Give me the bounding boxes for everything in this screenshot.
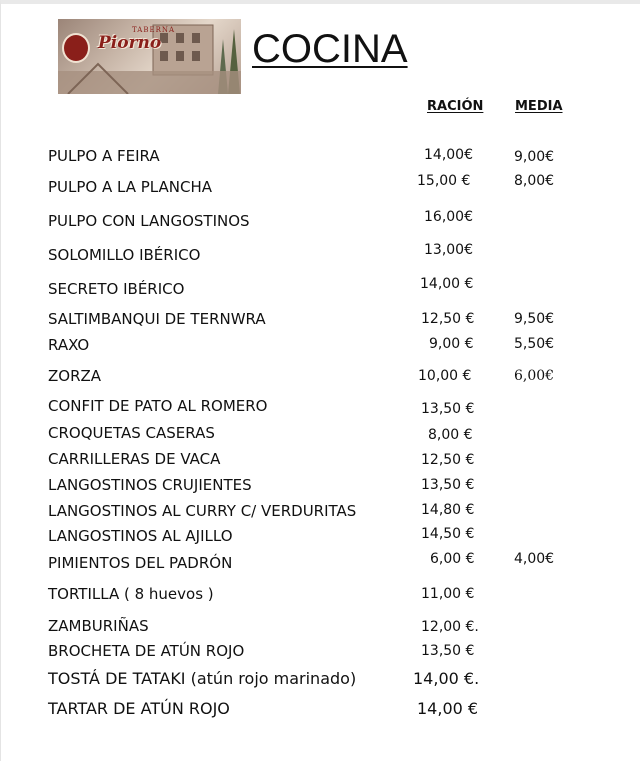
dish-name: ZORZA (48, 367, 102, 385)
price-racion: 11,00 € (421, 586, 475, 602)
price-racion: 13,50 € (421, 477, 475, 493)
price-racion: 15,00 € (417, 173, 471, 189)
logo-subtitle: TABERNA (132, 26, 176, 34)
price-racion: 14,00 € (417, 699, 479, 718)
price-racion: 12,50 € (421, 311, 475, 327)
page-title: COCINA (252, 27, 408, 71)
dish-name: SALTIMBANQUI DE TERNWRA (48, 310, 266, 328)
column-header-media: MEDIA (515, 99, 563, 114)
price-racion: 16,00€ (424, 209, 473, 225)
price-media: 6,00€ (514, 368, 555, 384)
price-racion: 8,00 € (428, 427, 473, 443)
price-media: 9,50€ (514, 311, 555, 327)
price-racion: 12,50 € (421, 452, 475, 468)
price-racion: 14,00€ (424, 147, 473, 163)
dish-name: TARTAR DE ATÚN ROJO (48, 699, 230, 718)
dish-name: CONFIT DE PATO AL ROMERO (48, 397, 268, 415)
dish-name: CROQUETAS CASERAS (48, 424, 215, 442)
price-racion: 14,00 € (420, 276, 474, 292)
dish-name: TOSTÁ DE TATAKI (atún rojo marinado) (48, 669, 357, 688)
price-racion: 12,00 €. (421, 619, 479, 635)
dish-name: LANGOSTINOS AL AJILLO (48, 527, 233, 545)
dish-name: PULPO A FEIRA (48, 147, 160, 165)
dish-name: ZAMBURIÑAS (48, 617, 149, 635)
price-racion: 13,50 € (421, 643, 475, 659)
dish-name: TORTILLA ( 8 huevos ) (48, 585, 214, 603)
price-media: 5,50€ (514, 336, 555, 352)
dish-name: SOLOMILLO IBÉRICO (48, 246, 201, 264)
dish-name: SECRETO IBÉRICO (48, 280, 185, 298)
dish-name: PIMIENTOS DEL PADRÓN (48, 554, 233, 572)
dish-name: LANGOSTINOS CRUJIENTES (48, 476, 252, 494)
dish-name: BROCHETA DE ATÚN ROJO (48, 642, 245, 660)
logo-emblem (62, 33, 90, 63)
dish-name: PULPO A LA PLANCHA (48, 178, 213, 196)
column-header-racion: RACIÓN (427, 99, 484, 114)
logo-name: Piorno (98, 33, 162, 53)
price-racion: 14,50 € (421, 526, 475, 542)
dish-name: CARRILLERAS DE VACA (48, 450, 221, 468)
price-racion: 14,00 €. (413, 669, 480, 688)
restaurant-logo (58, 19, 241, 94)
dish-name: LANGOSTINOS AL CURRY C/ VERDURITAS (48, 502, 357, 520)
price-media: 8,00€ (514, 173, 555, 189)
price-racion: 13,00€ (424, 242, 473, 258)
price-media: 4,00€ (514, 551, 555, 567)
price-racion: 13,50 € (421, 401, 475, 417)
price-racion: 9,00 € (429, 336, 474, 352)
dish-name: RAXO (48, 336, 90, 354)
dish-name: PULPO CON LANGOSTINOS (48, 212, 250, 230)
price-racion: 6,00 € (430, 551, 475, 567)
price-racion: 14,80 € (421, 502, 475, 518)
price-media: 9,00€ (514, 149, 555, 165)
price-racion: 10,00 € (418, 368, 472, 384)
